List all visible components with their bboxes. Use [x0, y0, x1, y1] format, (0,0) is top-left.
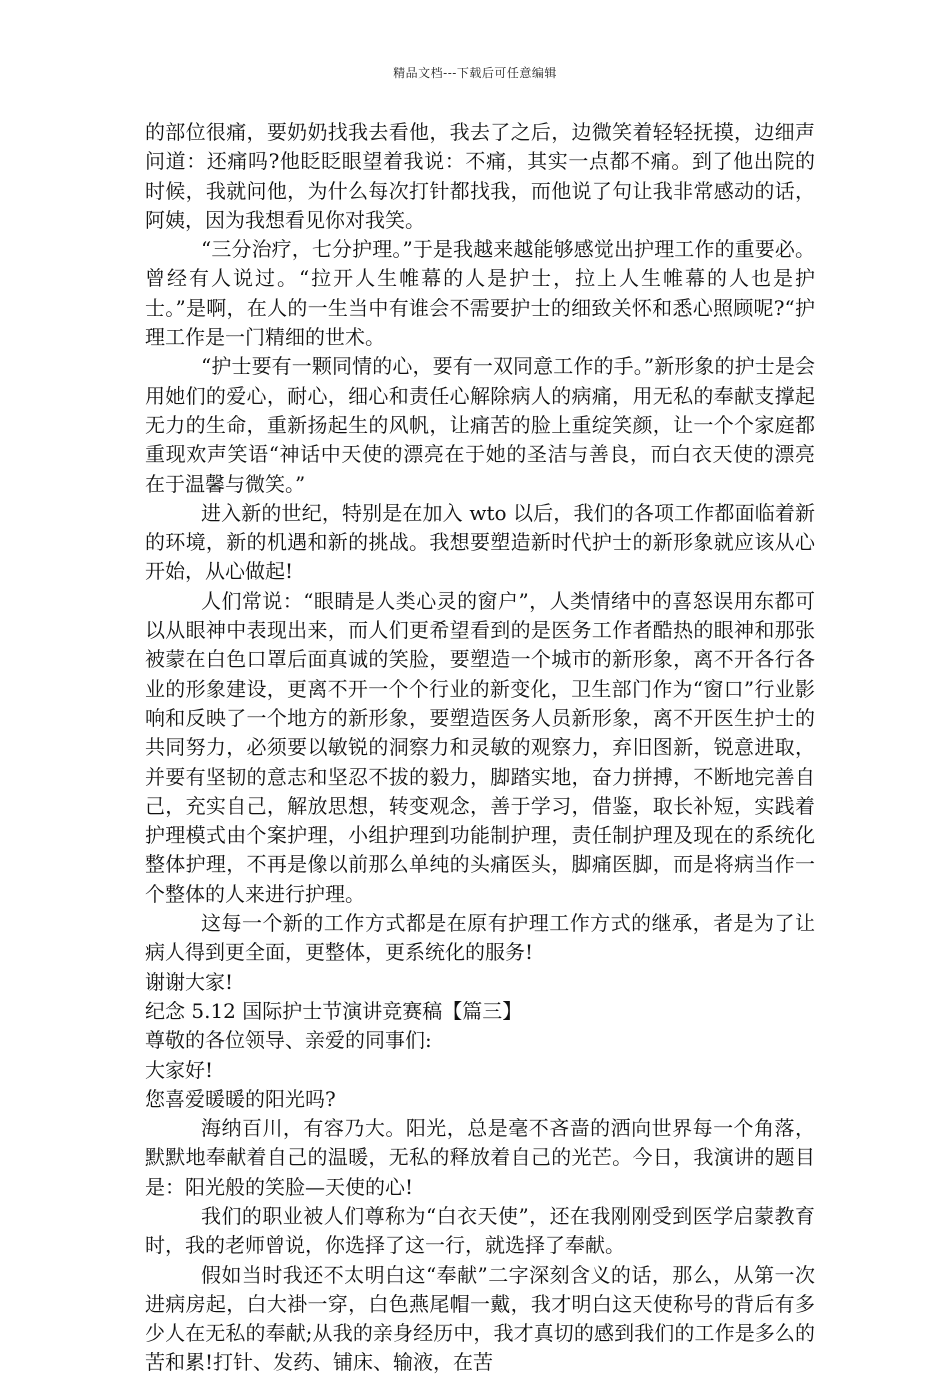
greeting-line: 大家好! — [145, 1057, 214, 1082]
thanks-line: 谢谢大家! — [145, 969, 234, 994]
paragraph-1: 的部位很痛，要奶奶找我去看他，我去了之后，边微笑着轻轻抚摸，边细声问道：还痛吗?他眨眨眼望着我说：不痛，其实一点都不痛。到了他出院的时候，我就问他，为什么每次打针都找我，而他说了句让我非常感动的话，阿姨，因为我想看见你对我笑。 — [145, 120, 815, 232]
paragraph-5: 人们常说：“眼睛是人类心灵的窗户”，人类情绪中的喜怒误用东都可以从眼神中表现出来，而人们更希望看到的是医务工作者酷热的眼神和那张被蒙在白色口罩后面真诚的笑脸，要塑造一个城市的新形象，离不开各行各业的形象建设，更离不开一个个行业的新变化，卫生部门作为“窗口”行业影响和反映了一个地方的新形象，要塑造医务人员新形象，离不开医生护士的共同努力，必须要以敏锐的洞察力和灵敏的观察力，弃旧图新，锐意进取，并要有坚韧的意志和坚忍不拔的毅力，脚踏实地，奋力拼搏，不断地完善自己，充实自己，解放思想，转变观念，善于学习，借鉴，取长补短，实践着护理模式由个案护理，小组护理到功能制护理，责任制护理及现在的系统化整体护理，不再是像以前那么单纯的头痛医头，脚痛医脚，而是将病当作一个整体的人来进行护理。 — [145, 588, 815, 906]
document-body — [145, 118, 815, 1378]
paragraph-7: 海纳百川，有容乃大。阳光，总是毫不吝啬的洒向世界每一个角落，默默地奉献着自己的温暖，无私的释放着自己的光芒。今日，我演讲的题目是：阳光般的笑脸—天使的心! — [145, 1116, 815, 1199]
paragraph-2: “三分治疗，七分护理。”于是我越来越能够感觉出护理工作的重要必。曾经有人说过。“拉开人生帷幕的人是护士，拉上人生帷幕的人也是护士。”是啊，在人的一生当中有谁会不需要护士的细致关怀和悉心照顾呢?“护理工作是一门精细的世术。 — [145, 237, 815, 350]
paragraph-8: 我们的职业被人们尊称为“白衣天使”，还在我刚刚受到医学启蒙教育时，我的老师曾说，你选择了这一行，就选择了奉献。 — [145, 1203, 815, 1258]
page-header: 精品文档---下载后可任意编辑 — [393, 66, 557, 80]
paragraph-9: 假如当时我还不太明白这“奉献”二字深刻含义的话，那么，从第一次进病房起，白大褂一穿，白色燕尾帽一戴，我才明白这天使称号的背后有多少人在无私的奉献;从我的亲身经历中，我才真切的感到我们的工作是多么的苦和累!打针、发药、铺床、输液，在苦 — [145, 1262, 815, 1375]
question-line: 您喜爱暖暖的阳光吗? — [145, 1086, 336, 1111]
paragraph-4: 进入新的世纪，特别是在加入 wto 以后，我们的各项工作都面临着新的环境，新的机遇和新的挑战。我想要塑造新时代护士的新形象就应该从心开始，从心做起! — [145, 500, 815, 584]
paragraph-6: 这每一个新的工作方式都是在原有护理工作方式的继承，者是为了让病人得到更全面，更整体，更系统化的服务! — [145, 911, 815, 965]
section-title: 纪念 5.12 国际护士节演讲竞赛稿【篇三】 — [145, 998, 523, 1023]
paragraph-3: “护士要有一颗同情的心，要有一双同意工作的手。”新形象的护士是会用她们的爱心，耐心，细心和责任心解除病人的病痛，用无私的奉献支撑起无力的生命，重新扬起生的风帆，让痛苦的脸上重绽笑颜，让一个个家庭都重现欢声笑语“神话中天使的漂亮在于她的圣洁与善良，而白衣天使的漂亮在于温馨与微笑。” — [145, 354, 815, 496]
salutation-line: 尊敬的各位领导、亲爱的同事们: — [145, 1028, 432, 1053]
